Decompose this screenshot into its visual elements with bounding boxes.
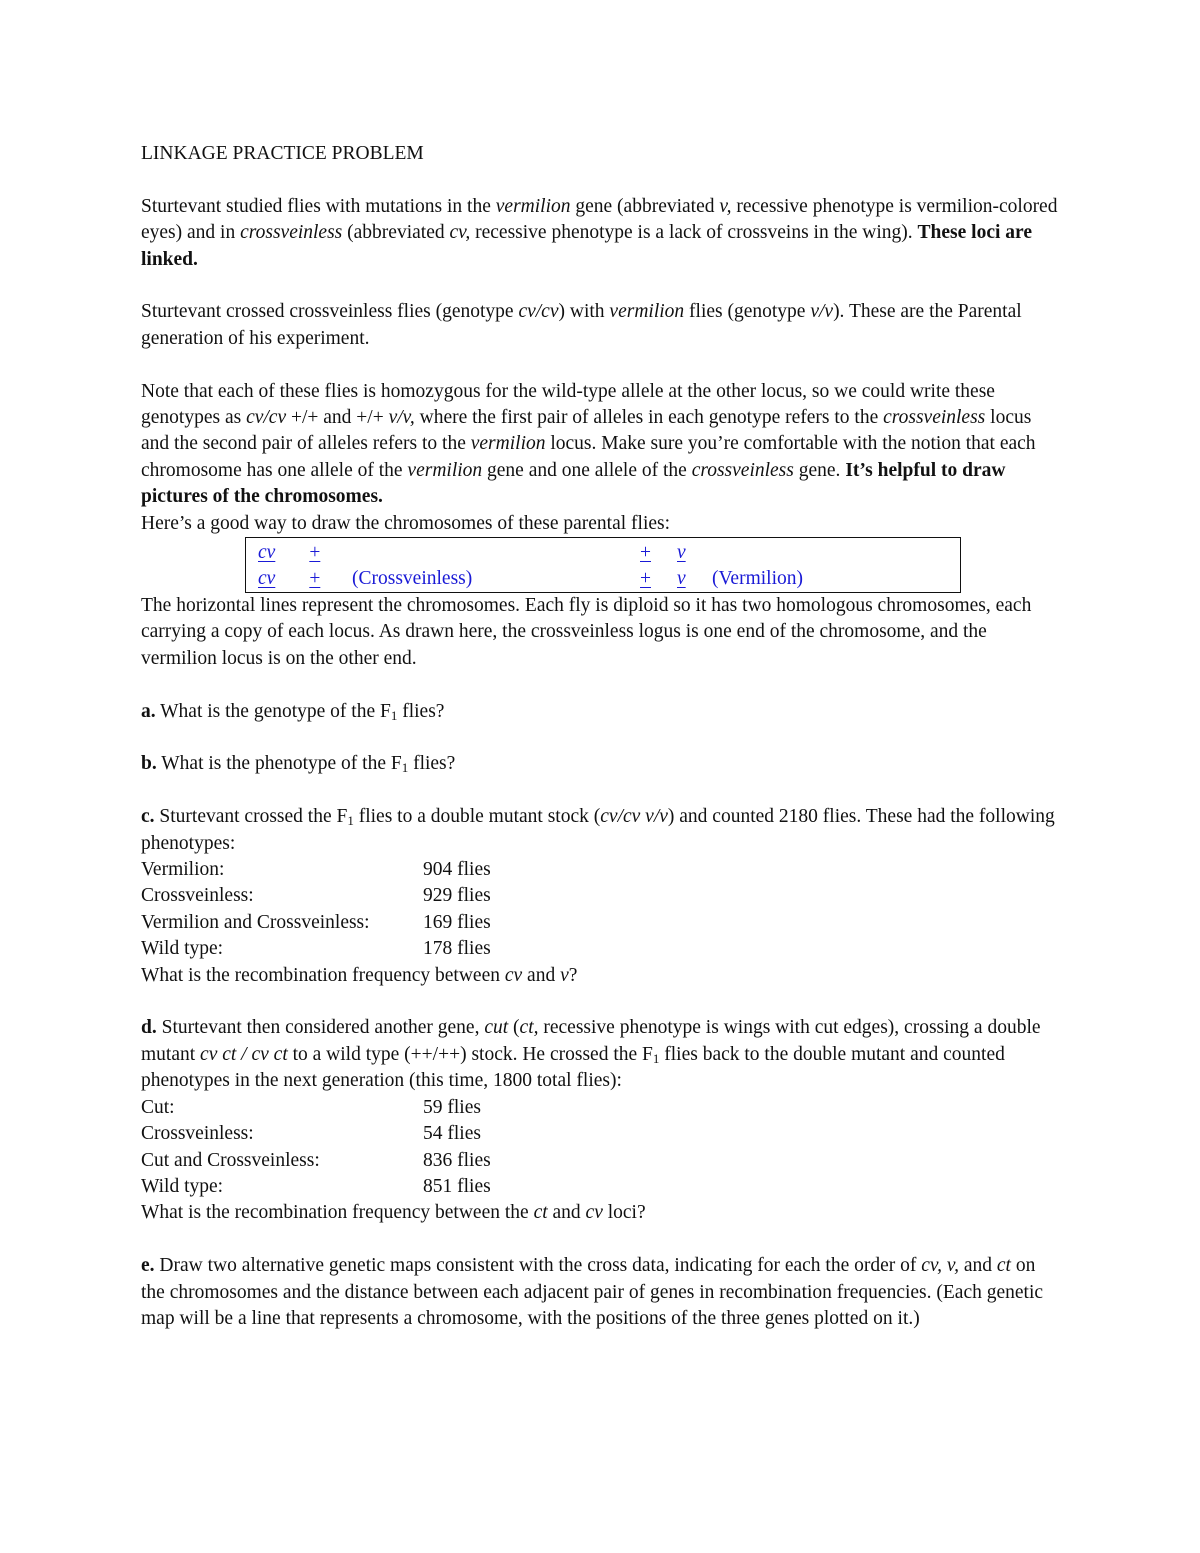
cross-paragraph: Sturtevant crossed crossveinless flies (genotype cv/cv) with vermilion flies (genotype v/v). These are the Parental generation of his experiment. (141, 301, 1022, 349)
table-row: Wild type: 178 flies (141, 938, 491, 960)
document-page (141, 141, 1061, 1332)
table-row: Wild type: 851 flies (141, 1175, 491, 1197)
chromosome-right-top: + v (640, 542, 686, 564)
page-title: LINKAGE PRACTICE PROBLEM (141, 143, 424, 164)
phenotype-table-d (141, 1095, 1061, 1201)
table-row: Vermilion and Crossveinless: 169 flies (141, 911, 491, 933)
table-row: Cut: 59 flies (141, 1096, 481, 1118)
table-row: Cut and Crossveinless: 836 flies (141, 1149, 491, 1171)
draw-pictures-emphasis: It’s helpful to draw pictures of the chromosomes. (141, 459, 1006, 508)
phenotype-table-c (141, 857, 1061, 963)
table-row: Crossveinless: 929 flies (141, 885, 491, 907)
chromosome-left-top: cv + (258, 542, 321, 564)
chromosome-diagram (245, 537, 961, 593)
intro-paragraph: Sturtevant studied flies with mutations in the vermilion gene (abbreviated v, recessive phenotype is vermilion-colored eyes) and in crossveinless (abbreviated cv, recessive phenotype is a lack of crossveins in the wing). These loci are linked. (141, 195, 1058, 270)
question-c-prompt: What is the recombination frequency between cv and v? (141, 964, 578, 986)
table-row: Vermilion: 904 flies (141, 859, 491, 881)
question-d-prompt: What is the recombination frequency between the ct and cv loci? (141, 1202, 646, 1224)
question-c: c. Sturtevant crossed the $F_1$ flies to a double mutant stock (cv/cv v/v) and counted 2180 flies. These had the following phenotypes: (141, 806, 1055, 854)
chromosome-right-bottom: + v (640, 568, 686, 590)
table-row: Crossveinless: 54 flies (141, 1123, 481, 1145)
question-b: b. What is the phenotype of the $F_1$ flies? (141, 753, 456, 776)
question-d: d. Sturtevant then considered another gene, cut (ct, recessive phenotype is wings with cut edges), crossing a double mutant cv ct / cv ct to a wild type (++/++) stock. He crossed the $F_1$ flies back to the double mutant and counted phenotypes in the next generation (this time, 1800 total flies): (141, 1017, 1041, 1092)
crossveinless-label: (Crossveinless) (352, 568, 473, 590)
explanation-paragraph: The horizontal lines represent the chromosomes. Each fly is diploid so it has two homologous chromosomes, each carrying a copy of each locus. As drawn here, the crossveinless logus is one end of the chromosome, and the vermilion locus is on the other end. (141, 595, 1032, 669)
linked-emphasis: These loci are linked. (141, 222, 1032, 270)
vermilion-label: (Vermilion) (712, 568, 803, 590)
note-paragraph: Note that each of these flies is homozygous for the wild-type allele at the other locus, so we could write these genotypes as cv/cv +/+ and +/+ v/v, where the first pair of alleles in each genotype refers to the crossveinless locus and the second pair of alleles refers to the vermilion locus. Make sure you’re comfortable with the notion that each chromosome has one allele of the vermilion gene and one allele of the crossveinless gene. It’s helpful to draw pictures of the chromosomes. (141, 380, 1036, 508)
question-e: e. Draw two alternative genetic maps consistent with the cross data, indicating for each the order of cv, v, and ct on the chromosomes and the distance between each adjacent pair of genes in recombination frequencies. (Each genetic map will be a line that represents a chromosome, with the positions of the three genes plotted on it.) (141, 1255, 1044, 1329)
chromosome-left-bottom: cv + (258, 568, 321, 590)
drawing-intro-line: Here’s a good way to draw the chromosomes of these parental flies: (141, 512, 671, 534)
question-a: a. What is the genotype of the $F_1$ flies? (141, 700, 445, 723)
